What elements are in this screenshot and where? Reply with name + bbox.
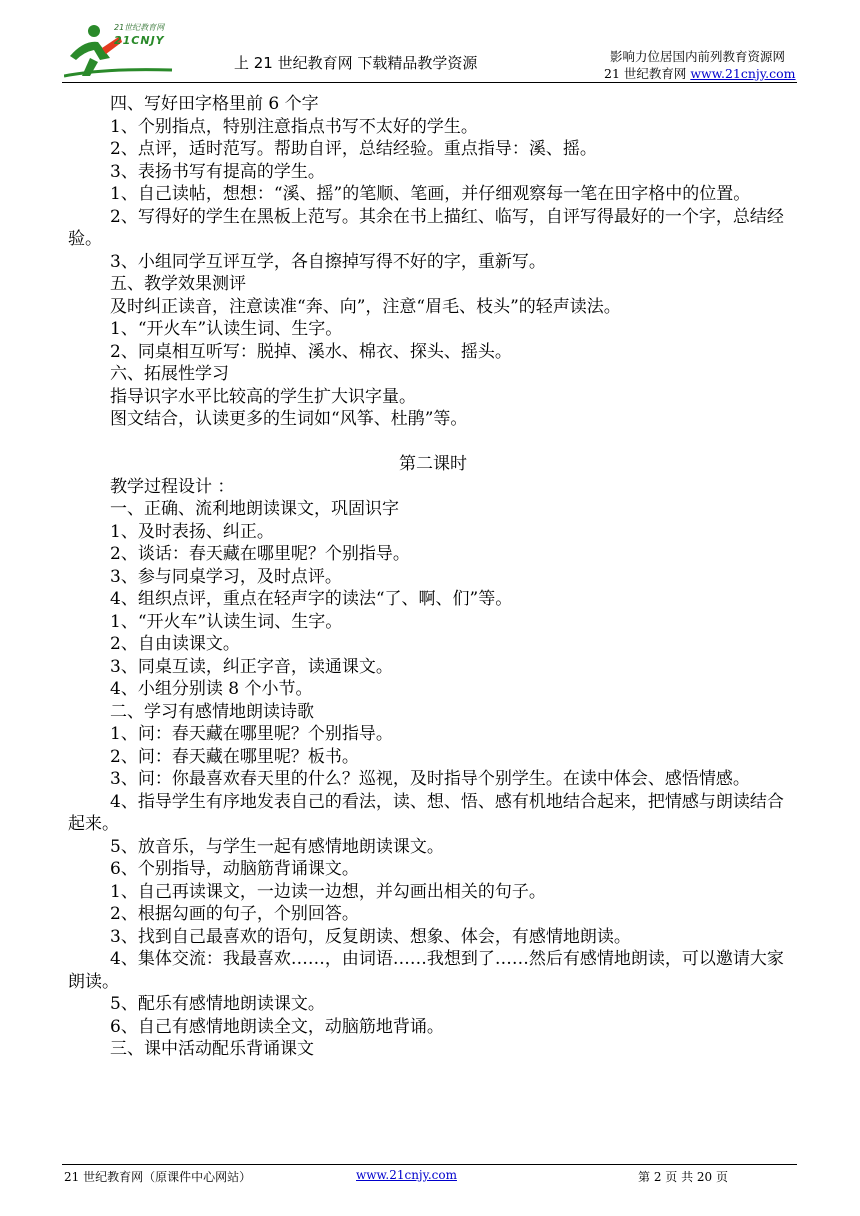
body-line: 1、问：春天藏在哪里呢？个别指导。	[110, 724, 393, 744]
lesson-title: 第二课时	[399, 454, 467, 474]
footer-link[interactable]: www.21cnjy.com	[356, 1168, 457, 1182]
body-line: 1、“开火车”认读生词、生字。	[110, 611, 343, 632]
body-line: 及时纠正读音，注意读准“奔、向”，注意“眉毛、枝头”的轻声读法。	[110, 296, 621, 317]
section-heading: 二、学习有感情地朗读诗歌	[110, 701, 314, 722]
body-line: 4、小组分别读 8 个小节。	[110, 679, 313, 699]
body-line: 5、配乐有感情地朗读课文。	[110, 994, 325, 1014]
body-line: 6、自己有感情地朗读全文，动脑筋地背诵。	[110, 1016, 444, 1037]
body-line: 2、同桌相互听写：脱掉、溪水、棉衣、探头、摇头。	[110, 341, 512, 362]
body-line: 2、点评，适时范写。帮助自评，总结经验。重点指导：溪、摇。	[110, 139, 597, 159]
blank-line	[68, 431, 798, 454]
section-heading: 三、课中活动配乐背诵课文	[110, 1039, 314, 1059]
body-line: 1、“开火车”认读生词、生字。	[110, 319, 343, 339]
header-site-name: 21 世纪教育网	[604, 66, 691, 81]
body-line: 教学过程设计 ：	[110, 476, 235, 497]
footer-divider	[62, 1164, 797, 1165]
body-line: 3、找到自己最喜欢的语句，反复朗读、想象、体会，有感情地朗读。	[110, 926, 631, 947]
body-line: 四、写好田字格里前 6 个字	[110, 94, 319, 114]
body-line: 图文结合，认读更多的生词如“风筝、杜鹃”等。	[110, 409, 468, 429]
header-site-link[interactable]: www.21cnjy.com	[690, 66, 796, 81]
section-heading: 五、教学效果测评	[110, 274, 246, 294]
body-line: 3、问：你最喜欢春天里的什么？巡视，及时指导个别学生。在读中体会、感悟情感。	[110, 769, 750, 789]
body-line: 1、自己再读课文，一边读一边想，并勾画出相关的句子。	[110, 881, 546, 902]
body-line: 3、同桌互读，纠正字音，读通课文。	[110, 656, 393, 677]
page-number: 第 2 页 共 20 页	[638, 1170, 728, 1184]
header-divider	[62, 82, 797, 83]
body-line: 3、小组同学互评互学，各自擦掉写得不好的字，重新写。	[110, 251, 546, 272]
header-tagline: 影响力位居国内前列教育资源网	[610, 49, 786, 64]
body-line: 2、问：春天藏在哪里呢？板书。	[110, 746, 359, 767]
body-line: 3、参与同桌学习，及时点评。	[110, 566, 342, 587]
footer-site-name: 21 世纪教育网（原课件中心网站）	[64, 1170, 252, 1184]
body-line: 4、指导学生有序地发表自己的看法，读、想、悟、感有机地结合起来，把情感与朗读结合起来。	[68, 791, 784, 834]
body-line: 2、谈话：春天藏在哪里呢？个别指导。	[110, 544, 410, 564]
body-line: 1、及时表扬、纠正。	[110, 521, 274, 542]
body-line: 指导识字水平比较高的学生扩大识字量。	[110, 386, 416, 407]
body-line: 5、放音乐，与学生一起有感情地朗读课文。	[110, 836, 444, 857]
body-line: 1、自己读帖，想想：“溪、摇”的笔顺、笔画，并仔细观察每一笔在田字格中的位置。	[110, 184, 751, 204]
header-site	[604, 64, 796, 82]
body-line: 2、写得好的学生在黑板上范写。其余在书上描红、临写，自评写得最好的一个字，总结经验。	[68, 206, 784, 249]
header-slogan: 上 21 世纪教育网 下载精品教学资源	[234, 54, 478, 72]
logo-brand: 21CNJY	[114, 34, 165, 47]
section-heading: 一、正确、流利地朗读课文，巩固识字	[110, 499, 399, 519]
section-heading: 六、拓展性学习	[110, 364, 229, 384]
body-line: 2、自由读课文。	[110, 634, 240, 654]
body-line: 4、组织点评，重点在轻声字的读法“了、啊、们”等。	[110, 589, 513, 609]
document-body	[68, 93, 798, 1061]
body-line: 2、根据勾画的句子，个别回答。	[110, 904, 359, 924]
logo-text: 21世纪教育网	[114, 23, 165, 32]
body-line: 4、集体交流：我最喜欢……，由词语……我想到了……然后有感情地朗读，可以邀请大家朗读。	[68, 949, 784, 992]
body-line: 3、表扬书写有提高的学生。	[110, 161, 325, 182]
body-line: 1、个别指点，特别注意指点书写不太好的学生。	[110, 116, 478, 137]
body-line: 6、个别指导，动脑筋背诵课文。	[110, 859, 359, 879]
page-header	[0, 0, 860, 90]
